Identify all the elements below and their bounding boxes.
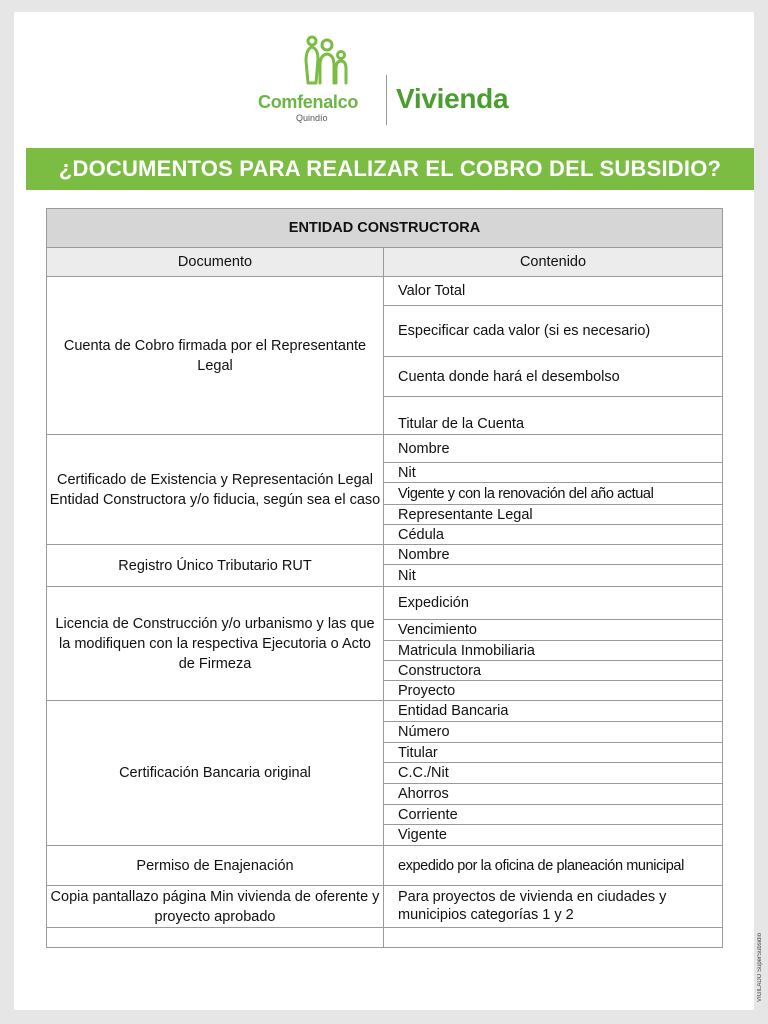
table-row-document: Copia pantallazo página Min vivienda de oferente y proyecto aprobado <box>47 886 384 928</box>
content-item: Nombre <box>384 435 723 463</box>
logo <box>258 35 548 139</box>
content-item: Cédula <box>384 525 723 545</box>
content-item: Corriente <box>384 805 723 825</box>
brand-name: Comfenalco <box>258 92 359 112</box>
content-item: C.C./Nit <box>384 763 723 784</box>
content-item: Representante Legal <box>384 505 723 525</box>
vigilado-stamp: VIGILADO SuperSubsidio <box>757 932 763 1002</box>
content-item: Titular de la Cuenta <box>384 397 723 435</box>
table-row-document: Certificado de Existencia y Representación Legal Entidad Constructora y/o fiducia, según sea el caso <box>47 435 384 545</box>
content-item: Vencimiento <box>384 620 723 641</box>
logo-divider <box>386 75 387 125</box>
page-title: ¿DOCUMENTOS PARA REALIZAR EL COBRO DEL SUBSIDIO? <box>26 148 754 190</box>
table-row-document: Cuenta de Cobro firmada por el Representante Legal <box>47 277 384 435</box>
content-item: Vigente <box>384 825 723 846</box>
table-row-document: Registro Único Tributario RUT <box>47 545 384 587</box>
document-page <box>14 12 763 1010</box>
table-row-document: Permiso de Enajenación <box>47 846 384 886</box>
content-item: Proyecto <box>384 681 723 701</box>
content-item: Número <box>384 722 723 743</box>
product-name: Vivienda <box>396 83 509 114</box>
content-item: Nit <box>384 463 723 483</box>
content-item: Vigente y con la renovación del año actual <box>384 483 723 505</box>
content-item: Para proyectos de vivienda en ciudades y municipios categorías 1 y 2 <box>384 886 723 928</box>
content-item: Expedición <box>384 587 723 620</box>
table-row-document: Certificación Bancaria original <box>47 701 384 846</box>
content-item: Nit <box>384 565 723 587</box>
table-row-document <box>47 928 384 948</box>
content-item: expedido por la oficina de planeación municipal <box>384 846 723 886</box>
content-item: Titular <box>384 743 723 763</box>
content-item: Valor Total <box>384 277 723 306</box>
content-item: Constructora <box>384 661 723 681</box>
table-group-header: ENTIDAD CONSTRUCTORA <box>47 209 723 248</box>
brand-subtitle: Quindío <box>296 113 328 123</box>
column-header-content: Contenido <box>384 248 723 277</box>
content-item: Cuenta donde hará el desembolso <box>384 357 723 397</box>
content-item: Matricula Inmobiliaria <box>384 641 723 661</box>
table-row-document: Licencia de Construcción y/o urbanismo y las que la modifiquen con la respectiva Ejecutoria o Acto de Firmeza <box>47 587 384 701</box>
content-item <box>384 928 723 948</box>
documents-table <box>46 208 723 948</box>
content-item: Entidad Bancaria <box>384 701 723 722</box>
content-item: Especificar cada valor (si es necesario) <box>384 306 723 357</box>
content-item: Nombre <box>384 545 723 565</box>
column-header-document: Documento <box>47 248 384 277</box>
family-logo-icon <box>300 35 350 87</box>
content-item: Ahorros <box>384 784 723 805</box>
